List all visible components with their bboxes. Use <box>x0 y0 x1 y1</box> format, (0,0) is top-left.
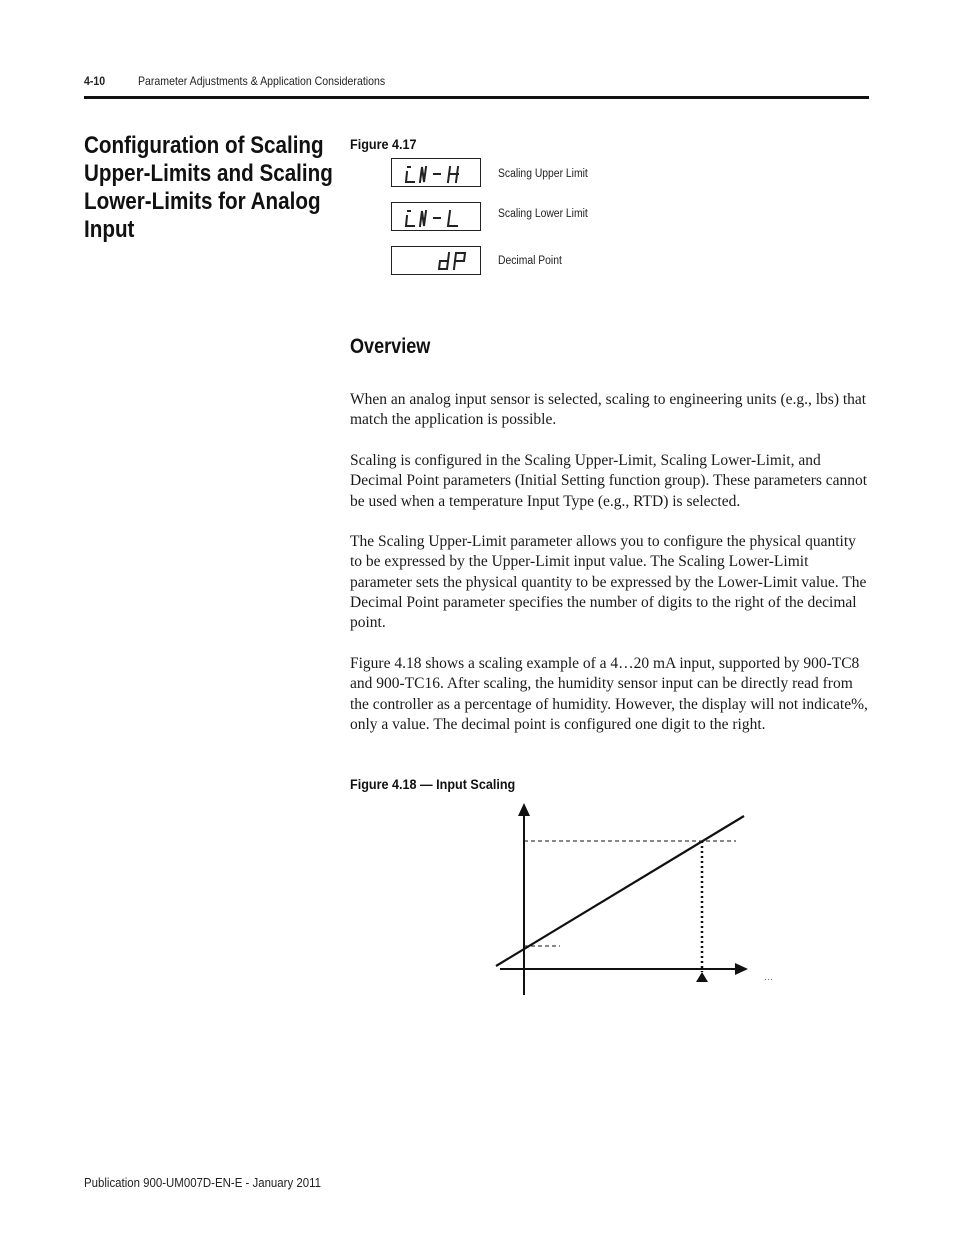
upper-input-marker <box>696 972 708 982</box>
lcd-display-inp-l <box>391 202 481 231</box>
running-header: Parameter Adjustments & Application Considerations <box>138 74 386 88</box>
paragraph-4: Figure 4.18 shows a scaling example of a 4…20 mA input, supported by 900-TC8 and 900-TC16. After scaling, the humidity sensor input can be directly read from the controller as a percentage of humidity. However, the display will not indicate%, only a value. The decimal point is configured one digit to the right. <box>350 655 868 733</box>
scaling-line <box>496 816 744 966</box>
lcd-display-inp-h <box>391 158 481 187</box>
header-rule <box>84 96 869 99</box>
overview-heading: Overview <box>350 335 431 358</box>
paragraph-2: Scaling is configured in the Scaling Upper-Limit, Scaling Lower-Limit, and Decimal Point parameters (Initial Setting function group). These parameters cannot be used when a temperature Input Type (e.g., RTD) is selected. <box>350 452 868 510</box>
figure-4-18-label: Figure 4.18 — Input Scaling <box>350 776 516 792</box>
x-axis-ellipsis: … <box>764 972 773 982</box>
caption-scaling-lower-limit: Scaling Lower Limit <box>498 208 588 220</box>
paragraph-1: When an analog input sensor is selected, scaling to engineering units (e.g., lbs) that match the application is possible. <box>350 391 867 429</box>
caption-scaling-upper-limit: Scaling Upper Limit <box>498 168 588 180</box>
paragraph-3: The Scaling Upper-Limit parameter allows you to configure the physical quantity to be expressed by the Upper-Limit input value. The Scaling Lower-Limit parameter sets the physical quantity to be expressed by the Lower-Limit value. The Decimal Point parameter specifies the number of digits to the right of the decimal point. <box>350 533 867 632</box>
section-title: Configuration of Scaling Upper-Limits and Scaling Lower-Limits for Analog Input <box>84 132 333 243</box>
lcd-inp-l-icon <box>392 203 480 230</box>
caption-decimal-point: Decimal Point <box>498 255 562 267</box>
input-scaling-diagram <box>470 800 790 1000</box>
lcd-inp-h-icon <box>392 159 480 186</box>
x-axis-arrow <box>735 963 748 975</box>
figure-4-17-label: Figure 4.17 <box>350 136 417 152</box>
publication-footer: Publication 900-UM007D-EN-E - January 2011 <box>84 1175 321 1190</box>
y-axis-arrow <box>518 803 530 816</box>
page-number: 4-10 <box>84 74 106 88</box>
lcd-dp-icon <box>392 247 480 274</box>
lcd-display-dp <box>391 246 481 275</box>
